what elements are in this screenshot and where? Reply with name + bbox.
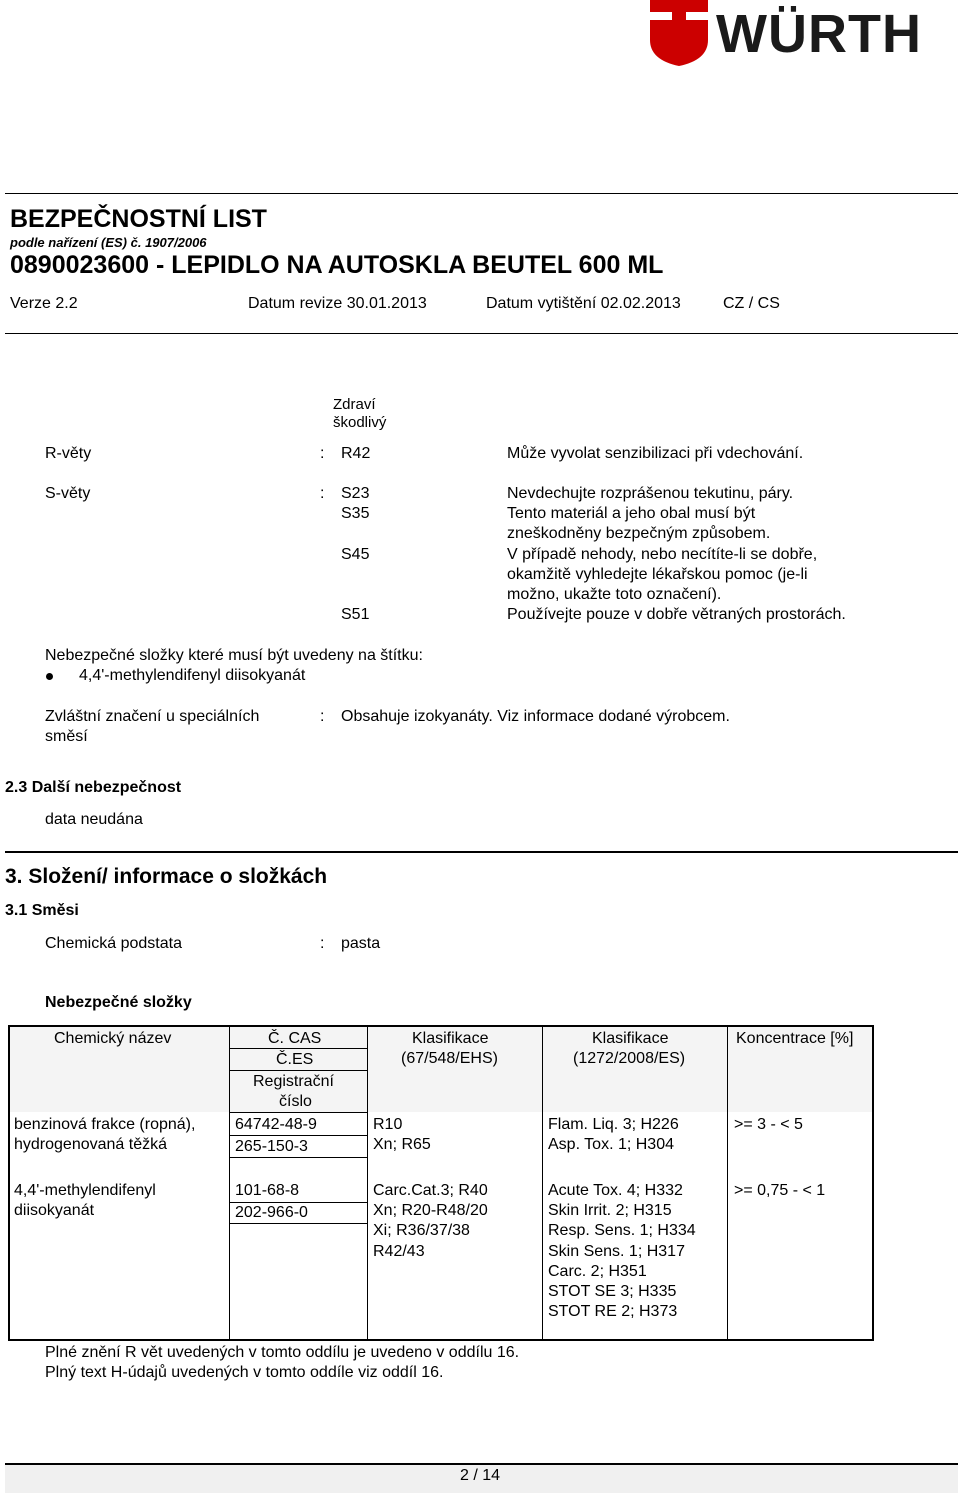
col-divider: [367, 1027, 368, 1339]
row2-class67: Xi; R36/37/38: [373, 1222, 470, 1239]
header-chemical-name: Chemický název: [54, 1030, 172, 1047]
row2-class1272: Acute Tox. 4; H332: [548, 1182, 683, 1199]
chem-nature-label: Chemická podstata: [45, 935, 182, 952]
row1-class1272: Flam. Liq. 3; H226: [548, 1116, 679, 1133]
row2-class67: R42/43: [373, 1243, 425, 1260]
row2-es: 202-966-0: [235, 1204, 308, 1221]
header-es: Č.ES: [276, 1051, 314, 1068]
row2-class1272: Skin Sens. 1; H317: [548, 1243, 685, 1260]
hazard-symbol-line1: Zdraví: [333, 396, 376, 413]
page-number: 2 / 14: [459, 1467, 501, 1484]
print-date: Datum vytištění 02.02.2013: [486, 295, 681, 312]
row1-concentration: >= 3 - < 5: [734, 1116, 803, 1133]
header-bottom-rule: [5, 333, 958, 334]
col-divider: [229, 1027, 230, 1339]
section-2-3-text: data neudána: [45, 811, 143, 828]
s-phrases-label: S-věty: [45, 485, 91, 502]
header-class1272-line2: (1272/2008/ES): [573, 1050, 686, 1067]
row1-cas: 64742-48-9: [235, 1116, 317, 1133]
col-divider: [727, 1027, 728, 1339]
r-phrases-label: R-věty: [45, 445, 92, 462]
special-marking-colon: :: [320, 708, 325, 725]
row2-cas: 101-68-8: [235, 1182, 300, 1199]
document-title: BEZPEČNOSTNÍ LIST: [10, 205, 267, 233]
s-phrase-text: V případě nehody, nebo necítíte-li se dobře, okamžitě vyhledejte lékařskou pomoc (je-li možno, ukažte toto označení).: [507, 546, 818, 603]
revision-date: Datum revize 30.01.2013: [248, 295, 427, 312]
section-3-rule: [5, 851, 958, 853]
row1-class67: R10: [373, 1116, 403, 1133]
locale: CZ / CS: [723, 295, 780, 312]
cas-divider: [229, 1223, 367, 1224]
hazard-symbol-line2: škodlivý: [333, 414, 387, 431]
header-class1272-line1: Klasifikace: [592, 1030, 669, 1047]
row2-class1272: STOT RE 2; H373: [548, 1303, 678, 1320]
row1-class67: Xn; R65: [373, 1136, 431, 1153]
row2-name-line1: 4,4'-methylendifenyl: [14, 1182, 156, 1199]
row2-concentration: >= 0,75 - < 1: [734, 1182, 826, 1199]
s-phrases-colon: :: [320, 485, 325, 502]
special-marking-value: Obsahuje izokyanáty. Viz informace dodané výrobcem.: [341, 708, 730, 725]
cas-divider: [229, 1070, 367, 1071]
section-2-3-heading: 2.3 Další nebezpečnost: [5, 779, 182, 796]
header-top-rule: [5, 193, 958, 194]
special-marking-label: Zvláštní značení u speciálních směsí: [45, 708, 260, 745]
row1-name-line1: benzinová frakce (ropná),: [14, 1116, 196, 1133]
hazardous-component-item: 4,4'-methylendifenyl diisokyanát: [79, 667, 306, 684]
components-heading: Nebezpečné složky: [45, 994, 192, 1011]
s-phrase-text: Tento materiál a jeho obal musí být zneškodněny bezpečným způsobem.: [507, 505, 771, 542]
r-phrase-code: R42: [341, 445, 371, 462]
header-reg-line2: číslo: [279, 1093, 312, 1110]
wurth-logo-text: WÜRTH: [716, 4, 922, 64]
hazardous-components-label: Nebezpečné složky které musí být uvedeny na štítku:: [45, 647, 423, 664]
version: Verze 2.2: [10, 295, 78, 312]
bullet-icon: [46, 673, 53, 680]
row2-class1272: STOT SE 3; H335: [548, 1283, 677, 1300]
s-phrase-code: S35: [341, 505, 370, 522]
s-phrase-text: Nevdechujte rozprášenou tekutinu, páry.: [507, 485, 794, 502]
section-3-1-heading: 3.1 Směsi: [5, 902, 79, 919]
cas-divider: [229, 1135, 367, 1136]
note-h-statements: Plný text H-údajů uvedených v tomto oddíle viz oddíl 16.: [45, 1364, 444, 1381]
row2-class1272: Resp. Sens. 1; H334: [548, 1222, 696, 1239]
section-3-heading: 3. Složení/ informace o složkách: [5, 865, 328, 888]
cas-divider: [229, 1157, 367, 1158]
row2-class67: Carc.Cat.3; R40: [373, 1182, 488, 1199]
wurth-emblem-icon: [648, 0, 718, 68]
col-divider: [542, 1027, 543, 1339]
row1-name-line2: hydrogenovaná těžká: [14, 1136, 167, 1153]
row2-class1272: Skin Irrit. 2; H315: [548, 1202, 672, 1219]
s-phrase-code: S45: [341, 546, 370, 563]
header-cas: Č. CAS: [268, 1030, 322, 1047]
header-class67-line2: (67/548/EHS): [401, 1050, 498, 1067]
s-phrase-code: S23: [341, 485, 370, 502]
cas-divider: [229, 1112, 367, 1113]
components-table: [8, 1025, 874, 1341]
chem-nature-colon: :: [320, 935, 325, 952]
r-phrase-text: Může vyvolat senzibilizaci při vdechování.: [507, 445, 804, 462]
header-class67-line1: Klasifikace: [412, 1030, 489, 1047]
row1-es: 265-150-3: [235, 1138, 308, 1155]
note-r-phrases: Plné znění R vět uvedených v tomto oddílu je uvedeno v oddílu 16.: [45, 1344, 520, 1361]
s-phrase-code: S51: [341, 606, 370, 623]
row2-class67: Xn; R20-R48/20: [373, 1202, 488, 1219]
row2-name-line2: diisokyanát: [14, 1202, 95, 1219]
row2-class1272: Carc. 2; H351: [548, 1263, 647, 1280]
document-subtitle: podle nařízení (ES) č. 1907/2006: [10, 235, 207, 250]
row1-class1272: Asp. Tox. 1; H304: [548, 1136, 674, 1153]
header-reg-line1: Registrační: [253, 1073, 334, 1090]
s-phrase-text: Používejte pouze v dobře větraných prostorách.: [507, 606, 846, 623]
header-concentration: Koncentrace [%]: [736, 1030, 854, 1047]
r-phrases-colon: :: [320, 445, 325, 462]
product-title: 0890023600 - LEPIDLO NA AUTOSKLA BEUTEL 600 ML: [10, 251, 664, 279]
chem-nature-value: pasta: [341, 935, 381, 952]
